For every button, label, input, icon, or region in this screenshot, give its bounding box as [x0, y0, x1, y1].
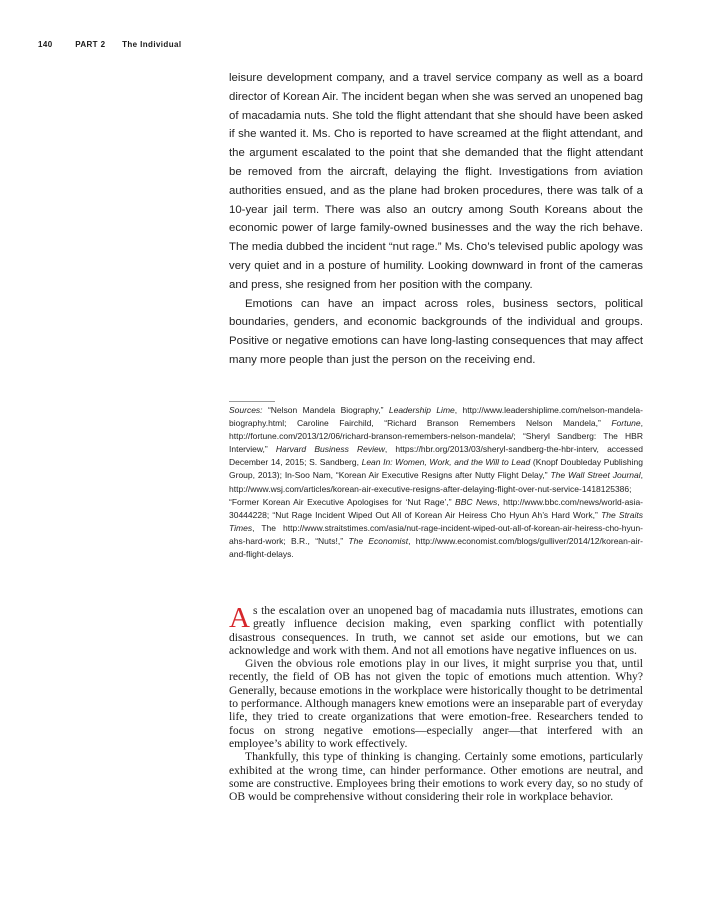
source-publication: Fortune	[611, 418, 641, 429]
sources-label: Sources:	[229, 405, 263, 415]
case-paragraph-1: leisure development company, and a travel service company as well as a board director of Korean Air. The incident began when she was served an unopened bag of macadamia nuts. She told the flight attendant that she should have been asked if she wanted it. Ms. Cho is reported to have screamed at the flight attendant, and the argument escalated to the point that she demanded that the flight attendant be removed from the aircraft, delaying the flight. Investigations from aviation authorities ensued, and as the plane had broken procedures, there was talk of a 10-year jail term. There was also an outcry among South Koreans about the economic power of large family-owned businesses and the way the rich behave. The media dubbed the incident “nut rage.” Ms. Cho’s televised public apology was very quiet and in a posture of humility. Looking downward in front of the cameras and press, she resigned from her position with the company.	[229, 72, 643, 291]
source-publication: The Economist	[348, 535, 409, 546]
page-number: 140	[38, 40, 53, 49]
body-text	[229, 604, 643, 803]
source-publication: BBC News	[455, 496, 498, 507]
part-title: The Individual	[122, 40, 182, 49]
case-paragraph-2: Emotions can have an impact across roles, business sectors, political boundaries, genders, and economic backgrounds of the individual and groups. Positive or negative emotions can have long-lasting consequences that may affect many more people than just the person on the receiving end.	[229, 297, 643, 366]
sources-note	[229, 404, 643, 561]
case-text	[229, 69, 643, 370]
part-label: PART 2	[75, 40, 106, 49]
body-paragraph-1: As the escalation over an unopened bag of macadamia nuts illustrates, emotions can greatly influence decision making, even sparking conflict with potentially disastrous consequences. In truth, we cannot set aside our emotions, but we can acknowledge and work with them. And not all emotions have negative influences on us.	[229, 602, 643, 657]
source-publication: The Wall Street Journal	[550, 470, 641, 481]
source-publication: Harvard Business Review	[275, 444, 385, 455]
running-head	[38, 40, 181, 49]
body-paragraph-2: Given the obvious role emotions play in our lives, it might surprise you that, until recently, the field of OB has not given the topic of emotions much attention. Why? Generally, because emotions in the workplace were historically thought to be detrimental to performance. Although managers knew emotions were an inseparable part of everyday life, they tried to create organizations that were emotion-free. Researchers tended to focus on strong negative emotions—especially anger—that interfered with an employee’s ability to work effectively.	[229, 657, 644, 750]
source-publication: Lean In: Women, Work, and the Will to Lead	[361, 457, 531, 468]
drop-cap: A	[229, 602, 250, 634]
body-paragraph-3: Thankfully, this type of thinking is changing. Certainly some emotions, particularly exhibited at the wrong time, can hinder performance. Other emotions are neutral, and some are constructive. Employees bring their emotions to work every day, so no study of OB would be comprehensive without considering their role in workplace behavior.	[229, 750, 643, 804]
source-publication: The Straits Times	[229, 509, 643, 533]
footnote-rule	[229, 401, 275, 402]
source-publication: Leadership Lime	[388, 405, 455, 415]
sources-paragraph: Sources: “Nelson Mandela Biography,” Leadership Lime, http://www.leadershiplime.com/nelson-mandela-biography.html; Caroline Fairchild, “Richard Branson Remembers Nelson Mandela,” Fortune, http://fortune.com/2013/12/06/richard-branson-remembers-nelson-mandela/; “Sheryl Sandberg: The HBR Interview,” Harvard Business Review, https://hbr.org/2013/03/sheryl-sandberg-the-hbr-interv, accessed December 14, 2015; S. Sandberg, Lean In: Women, Work, and the Will to Lead (Knopf Doubleday Publishing Group, 2013); In-Soo Nam, “Korean Air Executive Resigns after Nutty Flight Delay,” The Wall Street Journal, http://www.wsj.com/articles/korean-air-executive-resigns-after-delaying-flight-over-nut-service-1418125386; “Former Korean Air Executive Apologises for ‘Nut Rage’,” BBC News, http://www.bbc.com/news/world-asia-30444228; “Nut Rage Incident Wiped Out All of Korean Air Heiress Cho Hyun Ah’s Hard Work,” The Straits Times, The http://www.straitstimes.com/asia/nut-rage-incident-wiped-out-all-of-korean-air-heiress-cho-hyun-ahs-hard-work; B.R., “Nuts!,” The Economist, http://www.economist.com/blogs/gulliver/2014/12/korean-air-and-flight-delays.	[229, 405, 643, 560]
